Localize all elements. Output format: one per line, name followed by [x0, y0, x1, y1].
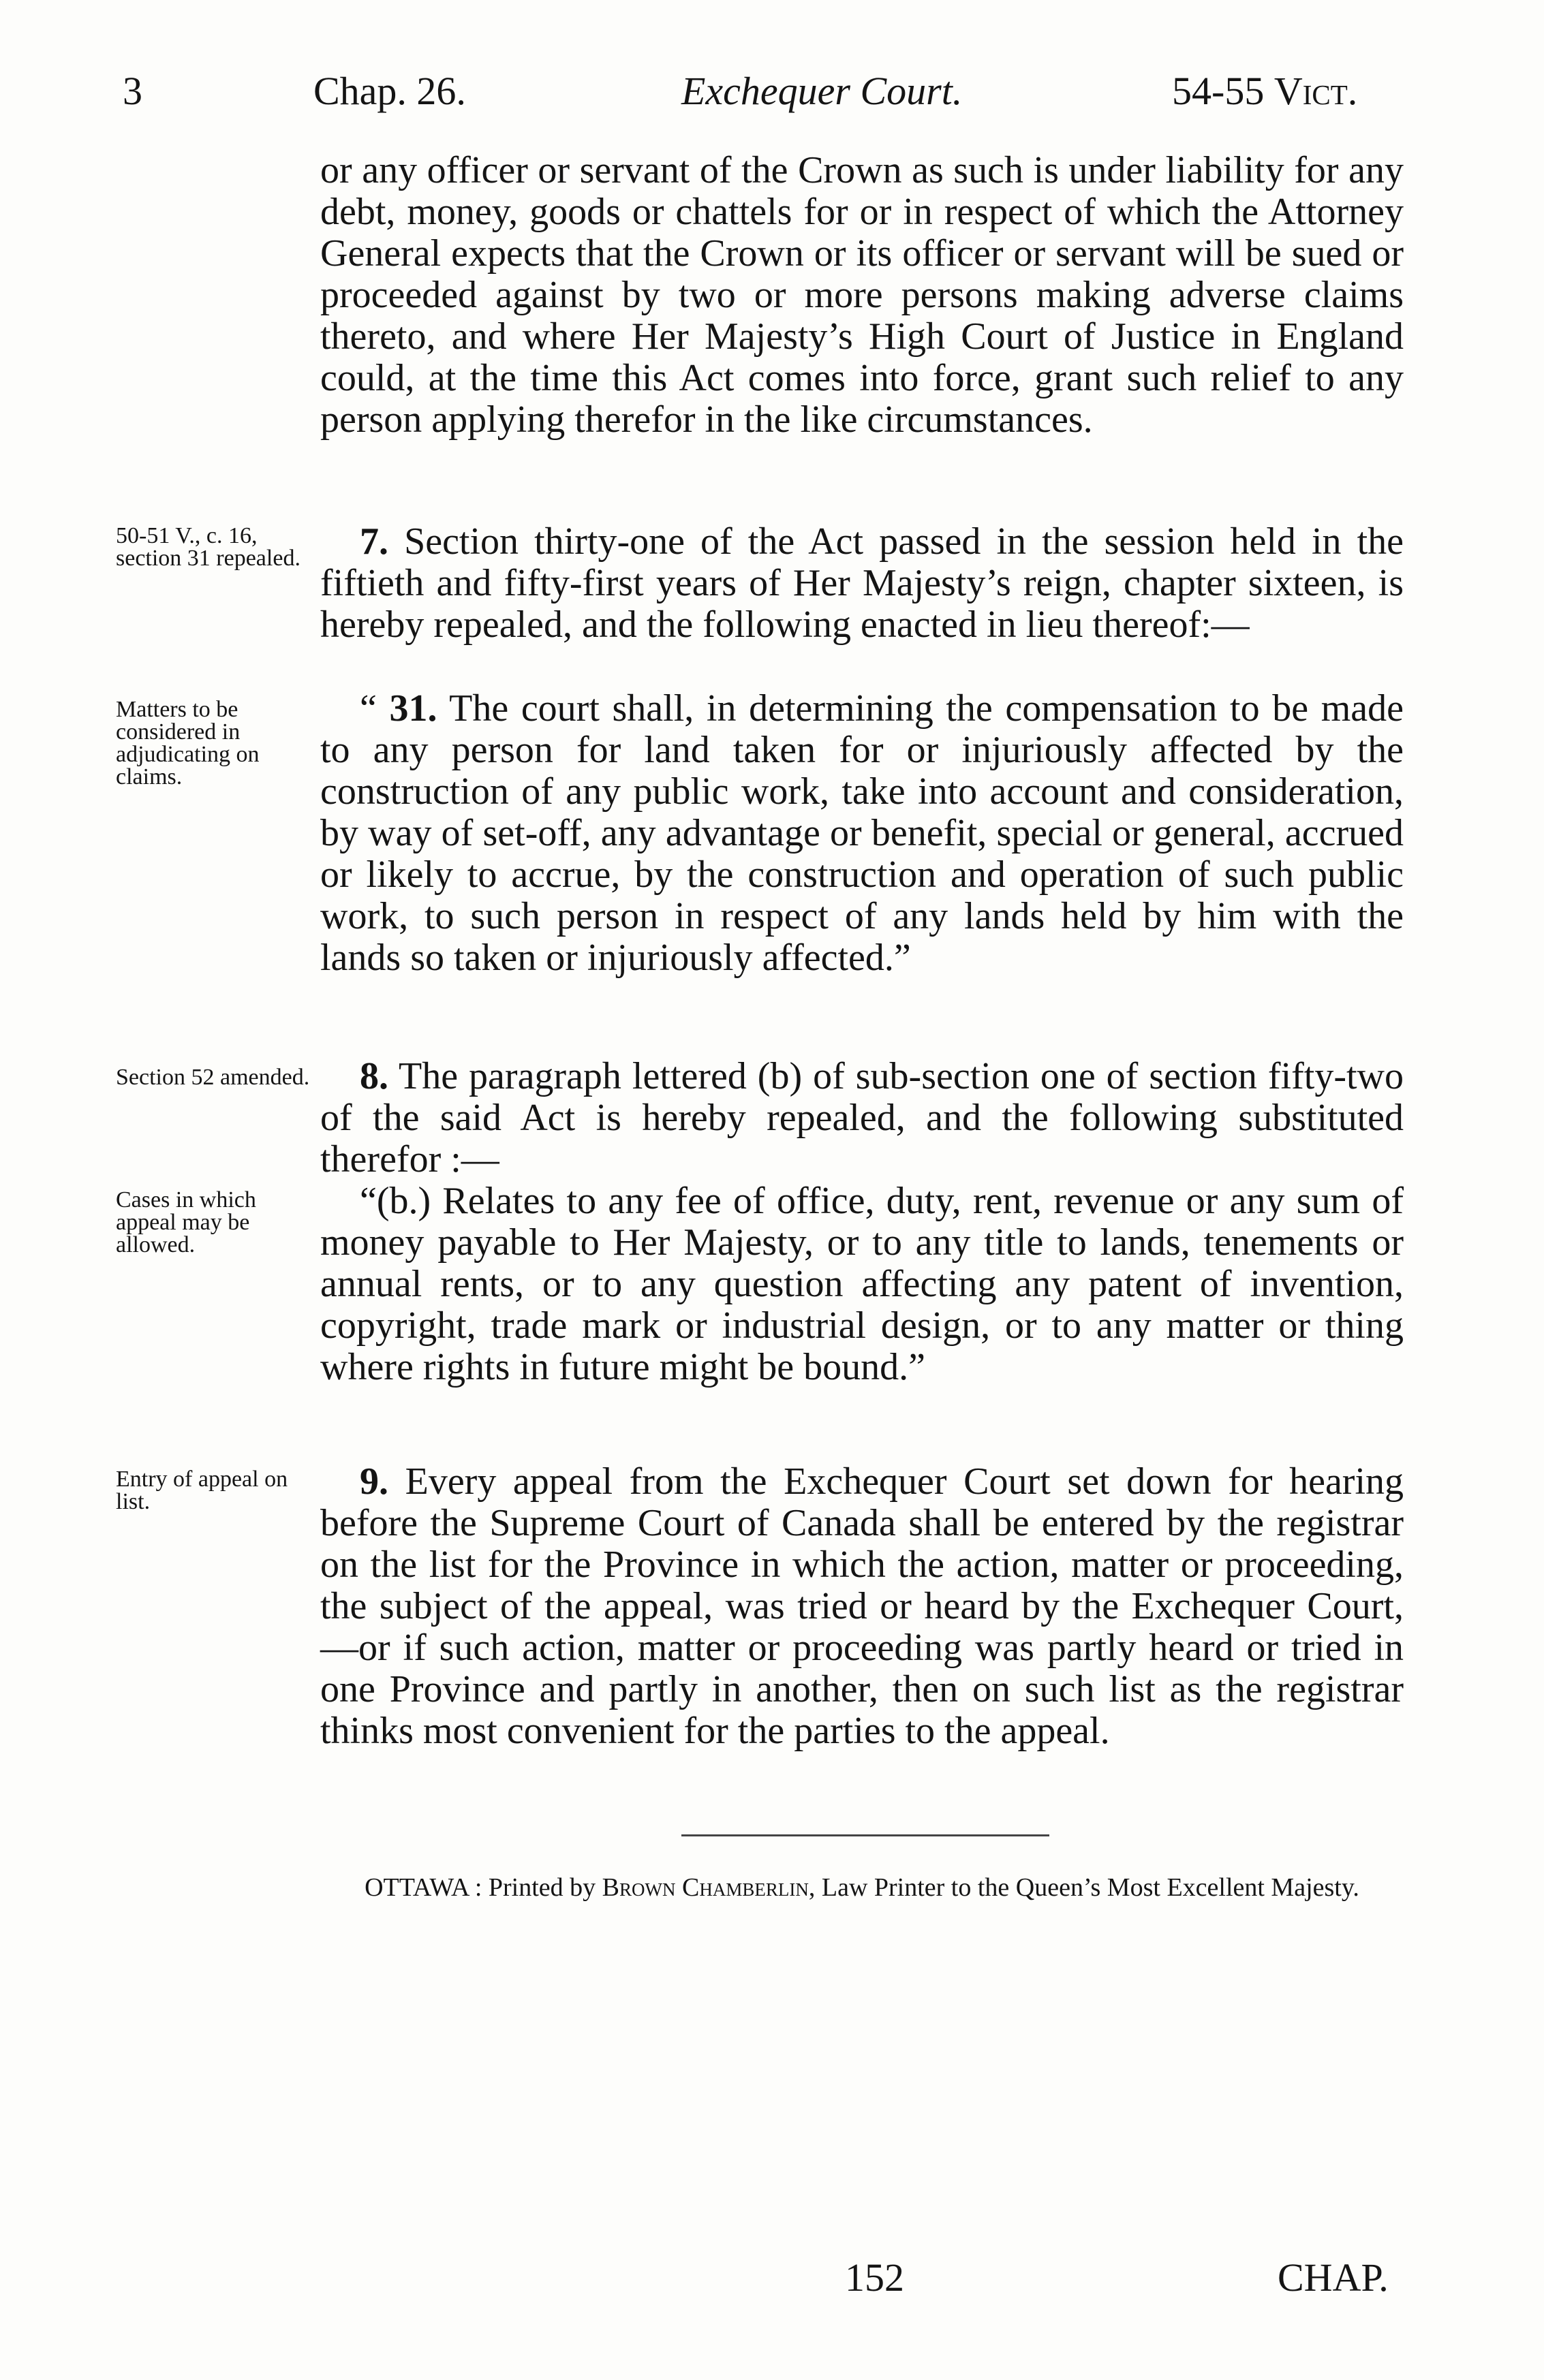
section-31-open-quote: “: [360, 687, 377, 730]
section-9-number: 9.: [360, 1460, 388, 1503]
section-9-paragraph: [320, 1461, 1404, 1752]
section-7-number: 7.: [360, 520, 388, 563]
section-9: [320, 1461, 1404, 1752]
section-7-paragraph: [320, 521, 1404, 646]
footer-page-number: 152: [845, 2255, 904, 2300]
divider-rule: [681, 1834, 1049, 1836]
section-8: [320, 1056, 1404, 1180]
paragraph-b-paragraph: [320, 1180, 1404, 1388]
section-8-paragraph: [320, 1056, 1404, 1180]
intro-text: or any officer or servant of the Crown as such is under liability for any debt, money, goods or chattels for or in respect of which the Attorney General expects that the Crown or its officer or servant will be sued or proceeded against by two or more persons making adverse claims thereto, and where Her Majesty’s High Court of Justice in England could, at the time this Act comes into force, grant such relief to any person applying therefor in the like circumstances.: [320, 149, 1404, 441]
regnal-year-vict: Vict.: [1273, 69, 1358, 113]
section-31-text: The court shall, in determining the compensation to be made to any person for land taken for or injuriously affected by the construction of any public work, take into account and consideration, by way of set-off, any advantage or benefit, special or general, accrued or likely to accrue, by the construction and operation of such public work, to such person in respect of any lands held by him with the lands so taken or injuriously affected.”: [320, 687, 1404, 979]
section-9-text: Every appeal from the Exchequer Court set down for hearing before the Supreme Court of Canada shall be entered by the registrar on the list for the Province in which the action, matter or proceeding, the subject of the appeal, was tried or heard by the Exchequer Court,—or if such action, matter or proceeding was partly heard or tried in one Province and partly in another, then on such list as the registrar thinks most convenient for the parties to the appeal.: [320, 1460, 1404, 1752]
section-7-text: Section thirty-one of the Act passed in the session held in the fiftieth and fifty-first years of Her Majesty’s reign, chapter sixteen, is hereby repealed, and the following enacted in lieu thereof:—: [320, 520, 1404, 646]
header-chapter: Chap. 26.: [313, 69, 466, 113]
paragraph-b-label: “(b.): [360, 1180, 431, 1222]
imprint-suffix: , Law Printer to the Queen’s Most Excellent Majesty.: [808, 1873, 1359, 1902]
running-header: [0, 68, 1544, 123]
section-31-number: 31.: [389, 687, 437, 730]
header-regnal-year: [1172, 68, 1357, 114]
intro-paragraph: [320, 150, 1404, 441]
imprint-printer: Brown Chamberlin: [602, 1873, 809, 1902]
margin-note-section-8: Section 52 amended.: [116, 1065, 310, 1090]
imprint-prefix: OTTAWA : Printed by: [365, 1873, 602, 1902]
footer-catchword: CHAP.: [1278, 2255, 1389, 2300]
section-31-paragraph: [320, 688, 1404, 979]
regnal-year-number: 54-55: [1172, 69, 1274, 113]
header-title: Exchequer Court.: [681, 69, 963, 113]
margin-note-section-31: Matters to be considered in adjudicating on claims.: [116, 697, 260, 789]
section-8-text: The paragraph lettered (b) of sub-section one of section fifty-two of the said Act is hereby repealed, and the following substituted therefor :—: [320, 1055, 1404, 1180]
margin-note-paragraph-b: Cases in which appeal may be allowed.: [116, 1187, 256, 1257]
paragraph-b: [320, 1180, 1404, 1388]
margin-note-section-9: Entry of appeal on list.: [116, 1467, 288, 1514]
section-31: [320, 688, 1404, 979]
section-8-number: 8.: [360, 1055, 388, 1097]
paragraph-b-text: Relates to any fee of office, duty, rent, revenue or any sum of money payable to Her Majesty, or to any title to lands, tenements or annual rents, or to any question affecting any patent of invention, copyright, trade mark or industrial design, or to any matter or thing where rights in future might be bound.”: [320, 1180, 1404, 1388]
section-7: [320, 521, 1404, 646]
margin-note-section-7: 50-51 V., c. 16, section 31 repealed.: [116, 523, 300, 571]
printer-imprint: [320, 1873, 1404, 1902]
header-page-number: 3: [123, 69, 142, 113]
